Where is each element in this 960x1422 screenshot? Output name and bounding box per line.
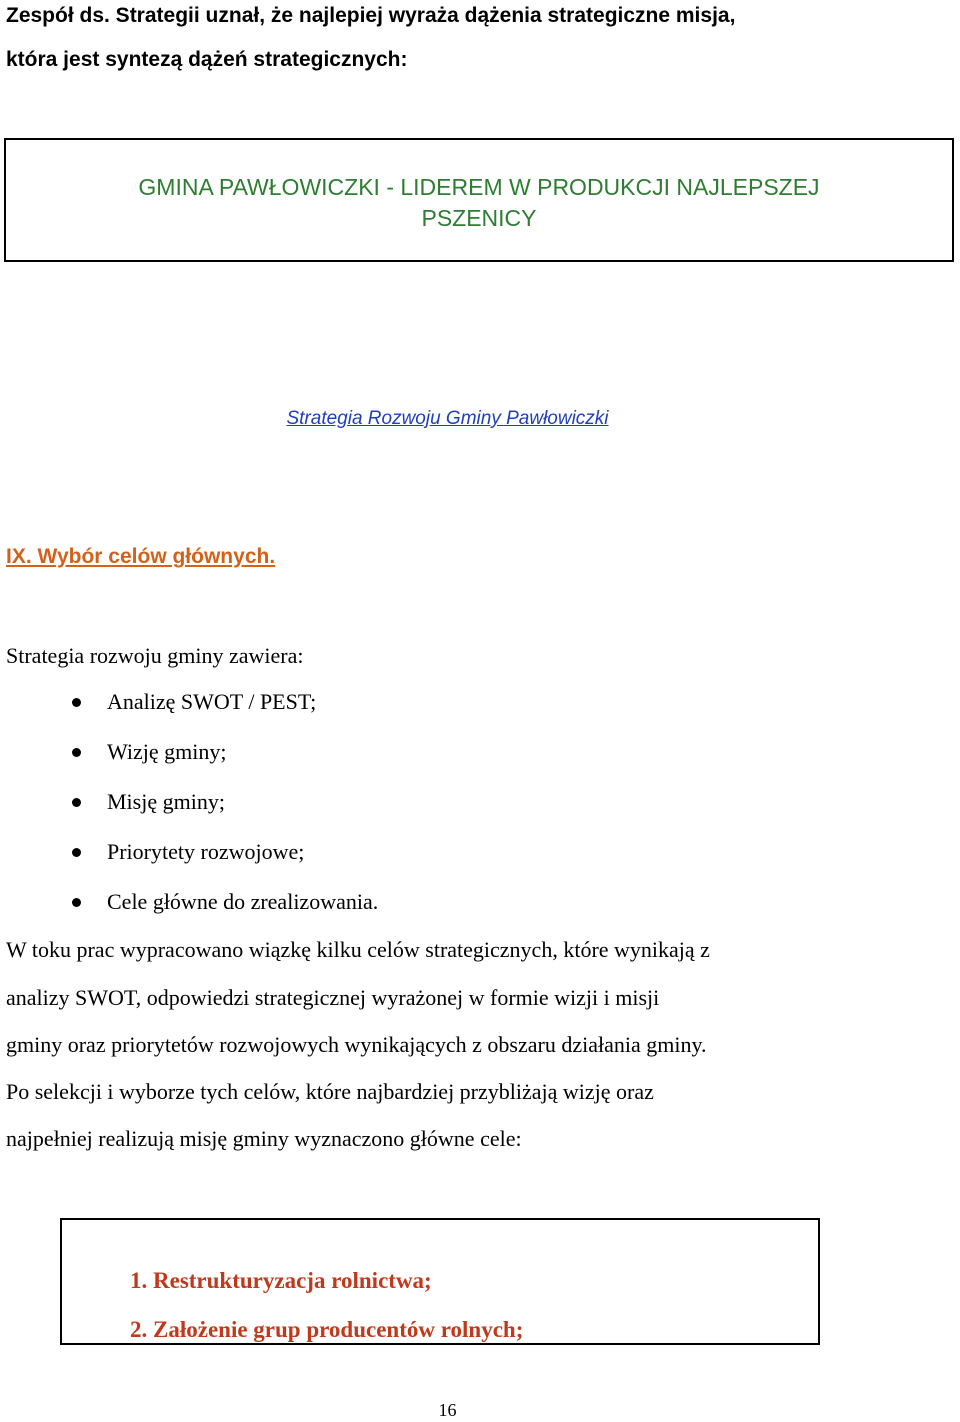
page-number: 16 (438, 1400, 457, 1420)
body-line-1: W toku prac wypracowano wiązkę kilku celów strategicznych, które wynikają z (6, 937, 710, 962)
bullet-icon (72, 898, 81, 907)
body-line-2: analizy SWOT, odpowiedzi strategicznej wyrażonej w formie wizji i misji (6, 985, 660, 1010)
mission-line-2: PSZENICY (421, 205, 537, 231)
body-line-4: Po selekcji i wyborze tych celów, które najbardziej przybliżają wizję oraz (6, 1079, 654, 1104)
strategy-intro: Strategia rozwoju gminy zawiera: (6, 643, 304, 668)
list-item-text: Wizję gminy; (107, 739, 227, 764)
body-line-5: najpełniej realizują misję gminy wyznaczono główne cele: (6, 1126, 522, 1151)
list-item-text: Cele główne do zrealizowania. (107, 889, 379, 914)
list-item-text: Analizę SWOT / PEST; (107, 689, 317, 714)
main-goals-box (60, 1218, 820, 1345)
goal-item: 2. Założenie grup producentów rolnych; (130, 1317, 524, 1342)
list-item-text: Misję gminy; (107, 789, 225, 814)
mission-box (4, 138, 954, 262)
body-line-3: gminy oraz priorytetów rozwojowych wynikających z obszaru działania gminy. (6, 1032, 707, 1057)
intro-line-2: która jest syntezą dążeń strategicznych: (6, 48, 408, 71)
list-item-text: Priorytety rozwojowe; (107, 839, 305, 864)
document-title-link[interactable]: Strategia Rozwoju Gminy Pawłowiczki (286, 408, 609, 429)
section-heading: IX. Wybór celów głównych. (6, 545, 276, 568)
goal-item: 1. Restrukturyzacja rolnictwa; (130, 1268, 432, 1293)
mission-line-1: GMINA PAWŁOWICZKI - LIDEREM W PRODUKCJI NAJLEPSZEJ (138, 174, 820, 200)
bullet-icon (72, 698, 81, 707)
bullet-icon (72, 848, 81, 857)
bullet-icon (72, 748, 81, 757)
intro-line-1: Zespół ds. Strategii uznał, że najlepiej wyraża dążenia strategiczne misja, (6, 4, 736, 27)
bullet-icon (72, 798, 81, 807)
